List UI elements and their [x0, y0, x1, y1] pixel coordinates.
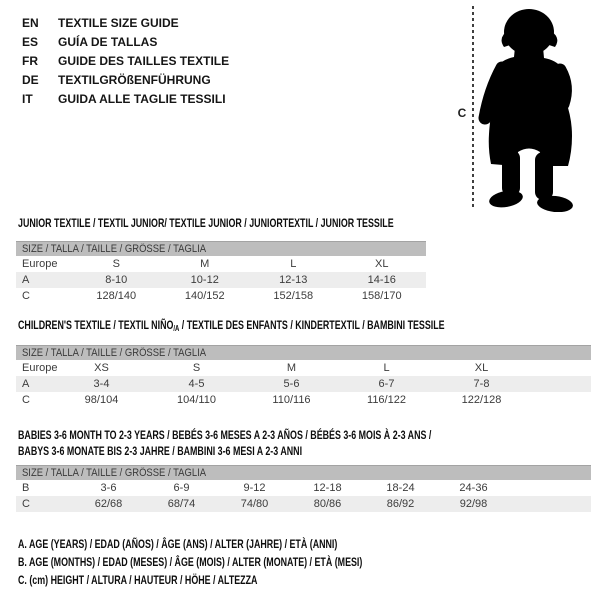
row-label: A [16, 272, 72, 288]
children-size-band: SIZE / TALLA / TAILLE / GRÖSSE / TAGLIA [16, 345, 591, 360]
language-legend [22, 13, 229, 108]
size-cell: 4-5 [149, 376, 244, 392]
size-cell: 6-9 [173, 482, 190, 494]
row-label: A [16, 376, 54, 392]
size-cell: 86/92 [364, 496, 437, 512]
size-cell: 5-6 [244, 376, 339, 392]
lang-row-en [22, 13, 229, 32]
lang-label: GUIDE DES TAILLES TEXTILE [58, 53, 230, 68]
height-measure-label: C [457, 106, 467, 120]
size-cell: 80/86 [291, 496, 364, 512]
filler-cell [529, 360, 591, 376]
size-cell: 128/140 [96, 290, 137, 302]
size-cell: 9-12 [243, 482, 266, 494]
lang-label: TEXTILE SIZE GUIDE [58, 15, 179, 30]
size-cell: L [383, 362, 390, 374]
size-cell: 152/158 [273, 290, 314, 302]
size-cell: M [200, 258, 210, 270]
children-size-table [16, 360, 591, 408]
size-cell: 62/68 [72, 496, 145, 512]
size-cell: 14-16 [338, 272, 427, 288]
footnote-c: C. (cm) HEIGHT / ALTURA / HAUTEUR / HÖHE / ALTEZZA [18, 573, 258, 587]
size-cell: 8-10 [72, 272, 161, 288]
filler-cell [529, 376, 591, 392]
table-row [16, 256, 426, 272]
lang-label: GUÍA DE TALLAS [58, 34, 158, 49]
size-cell: 12-13 [249, 272, 338, 288]
footnote-b: B. AGE (MONTHS) / EDAD (MESES) / ÂGE (MOIS) / ALTER (MONATE) / ETÀ (MESI) [18, 555, 363, 569]
lang-label: GUIDA ALLE TAGLIE TESSILI [58, 91, 226, 106]
size-cell: 68/74 [145, 496, 218, 512]
size-cell: 12-18 [313, 482, 342, 494]
size-cell: 74/80 [218, 496, 291, 512]
size-cell: 110/116 [272, 394, 311, 406]
babies-size-table [16, 480, 591, 512]
lang-code: DE [22, 72, 39, 87]
footnote-a: A. AGE (YEARS) / EDAD (AÑOS) / ÂGE (ANS) / ALTER (JAHRE) / ETÀ (ANNI) [18, 537, 338, 551]
lang-label: TEXTILGRÖßENFÜHRUNG [58, 72, 211, 87]
children-section-title: CHILDREN'S TEXTILE / TEXTIL NIÑO/A / TEXTILE DES ENFANTS / KINDERTEXTIL / BAMBINI TESSILE [18, 318, 445, 333]
size-cell: 140/152 [184, 290, 225, 302]
lang-row-es [22, 32, 229, 51]
row-label: Europe [22, 362, 58, 374]
size-cell: S [192, 362, 201, 374]
size-cell: 18-24 [386, 482, 415, 494]
size-cell: S [112, 258, 120, 270]
size-cell: 6-7 [339, 376, 434, 392]
lang-row-de [22, 70, 229, 89]
table-row [16, 480, 591, 496]
table-row [16, 376, 591, 392]
row-label: B [22, 482, 30, 494]
lang-code: EN [22, 15, 39, 30]
filler-cell [510, 496, 591, 512]
size-cell: XL [474, 362, 489, 374]
row-label: C [22, 394, 30, 406]
size-cell: 122/128 [461, 394, 502, 406]
filler-cell [529, 392, 591, 408]
size-cell: 98/104 [84, 394, 119, 406]
size-cell: M [286, 362, 297, 374]
lang-code: IT [22, 91, 33, 106]
table-row [16, 288, 426, 304]
table-row [16, 392, 591, 408]
lang-code: FR [22, 53, 38, 68]
size-cell: 158/170 [361, 290, 402, 302]
size-cell: 116/122 [367, 394, 406, 406]
filler-cell [510, 480, 591, 496]
table-row [16, 360, 591, 376]
size-cell: 7-8 [434, 376, 529, 392]
row-label: Europe [22, 258, 58, 270]
lang-row-fr [22, 51, 229, 70]
size-cell: 24-36 [459, 482, 488, 494]
junior-size-band: SIZE / TALLA / TAILLE / GRÖSSE / TAGLIA [16, 241, 426, 256]
footnotes [18, 537, 483, 591]
babies-section-title: BABIES 3-6 MONTH TO 2-3 YEARS / BEBÉS 3-6 MESES A 2-3 AÑOS / BÉBÉS 3-6 MOIS À 2-3 ANS / BABYS 3-6 MONATE BIS 2-3 JAHRE / BAMBINI 3-6 MESI A 2-3 ANNI [18, 428, 432, 458]
size-cell: 3-4 [54, 376, 149, 392]
size-cell: L [290, 258, 297, 270]
size-cell: XS [94, 362, 109, 374]
table-row [16, 496, 591, 512]
toddler-silhouette-icon [478, 2, 590, 212]
size-cell: 104/110 [177, 394, 216, 406]
size-cell: 92/98 [437, 496, 510, 512]
junior-section-title: JUNIOR TEXTILE / TEXTIL JUNIOR/ TEXTILE JUNIOR / JUNIORTEXTIL / JUNIOR TESSILE [18, 216, 394, 230]
height-measure-dashed-line [472, 6, 474, 208]
lang-code: ES [22, 34, 39, 49]
row-label: C [22, 290, 30, 302]
babies-size-band: SIZE / TALLA / TAILLE / GRÖSSE / TAGLIA [16, 465, 591, 480]
lang-row-it [22, 89, 229, 108]
row-label: C [16, 496, 72, 512]
table-row [16, 272, 426, 288]
size-cell: 3-6 [100, 482, 117, 494]
size-cell: XL [375, 258, 389, 270]
junior-size-table [16, 256, 426, 304]
size-cell: 10-12 [161, 272, 250, 288]
